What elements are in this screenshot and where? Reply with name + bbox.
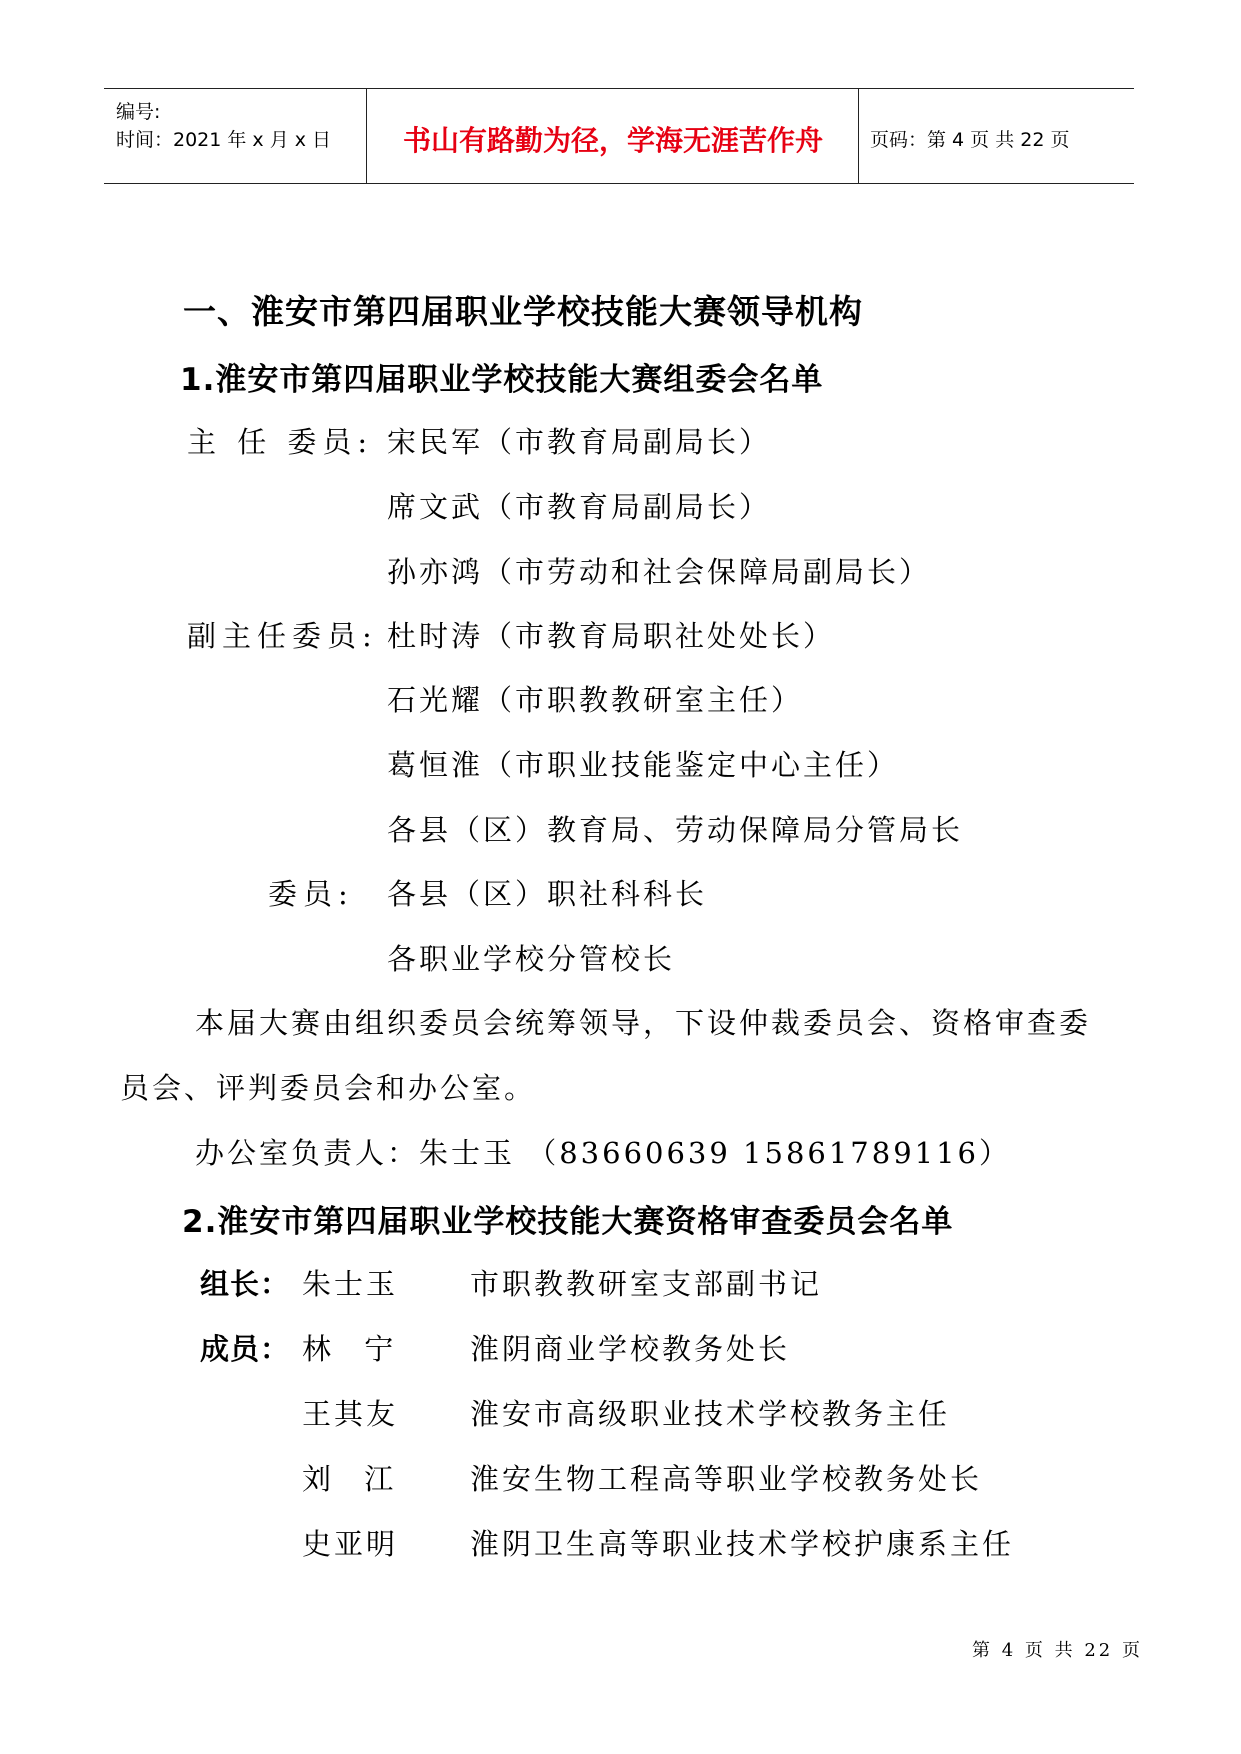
section1-title: 一、淮安市第四届职业学校技能大赛领导机构: [183, 292, 863, 331]
header-motto: 书山有路勤为径，学海无涯苦作舟: [402, 124, 823, 157]
director-item: 宋民军（市教育局副局长）: [387, 425, 772, 459]
member-title: 淮阴卫生高等职业技术学校护康系主任: [470, 1527, 1015, 1561]
member-name: 林 宁: [302, 1332, 406, 1366]
director-item: 孙亦鸿（市劳动和社会保障局副局长）: [387, 555, 932, 589]
section1-subtitle: 1.淮安市第四届职业学校技能大赛组委会名单: [180, 362, 824, 398]
header-right-cell: [860, 89, 1134, 183]
leader-name: 朱士玉: [302, 1267, 399, 1301]
office-contact: 办公室负责人：朱士玉 （83660639 15861789116）: [195, 1136, 1012, 1170]
vice-director-item: 石光耀（市职教教研室主任）: [387, 683, 804, 717]
vice-director-label: 副主任委员:: [187, 619, 378, 653]
leader-title: 市职教教研室支部副书记: [470, 1267, 823, 1301]
page-header: [104, 88, 1134, 184]
director-item: 席文武（市教育局副局长）: [387, 490, 772, 524]
member-item: 各职业学校分管校长: [387, 942, 676, 976]
paragraph-line: 本届大赛由组织委员会统筹领导，下设仲裁委员会、资格审查委: [195, 1006, 1092, 1040]
member-name: 史亚明: [302, 1527, 399, 1561]
time-label: 时间：2021 年 x 月 x 日: [116, 129, 332, 151]
number-label: 编号:: [116, 101, 161, 123]
member-title: 淮阴商业学校教务处长: [470, 1332, 791, 1366]
page-footer: 第 4 页 共 22 页: [972, 1640, 1143, 1661]
header-left-cell: [104, 89, 367, 183]
member-label: 委员:: [268, 877, 354, 911]
member-title: 淮安市高级职业技术学校教务主任: [470, 1397, 951, 1431]
section2-subtitle: 2.淮安市第四届职业学校技能大赛资格审查委员会名单: [182, 1204, 954, 1240]
header-page-info: 页码：第 4 页 共 22 页: [870, 129, 1070, 151]
member-name: 王其友: [302, 1397, 399, 1431]
leader-label: 组长：: [200, 1267, 291, 1301]
member-name: 刘 江: [302, 1462, 406, 1496]
director-label: 主 任 委员:: [187, 425, 374, 459]
member-title: 淮安生物工程高等职业学校教务处长: [470, 1462, 983, 1496]
vice-director-item: 杜时涛（市教育局职社处处长）: [387, 619, 836, 653]
vice-director-item: 葛恒淮（市职业技能鉴定中心主任）: [387, 748, 900, 782]
members-label: 成员：: [200, 1332, 291, 1366]
member-item: 各县（区）职社科科长: [387, 877, 708, 911]
vice-director-item: 各县（区）教育局、劳动保障局分管局长: [387, 813, 964, 847]
paragraph-line: 员会、评判委员会和办公室。: [120, 1071, 537, 1105]
header-mid-cell: [368, 89, 859, 183]
